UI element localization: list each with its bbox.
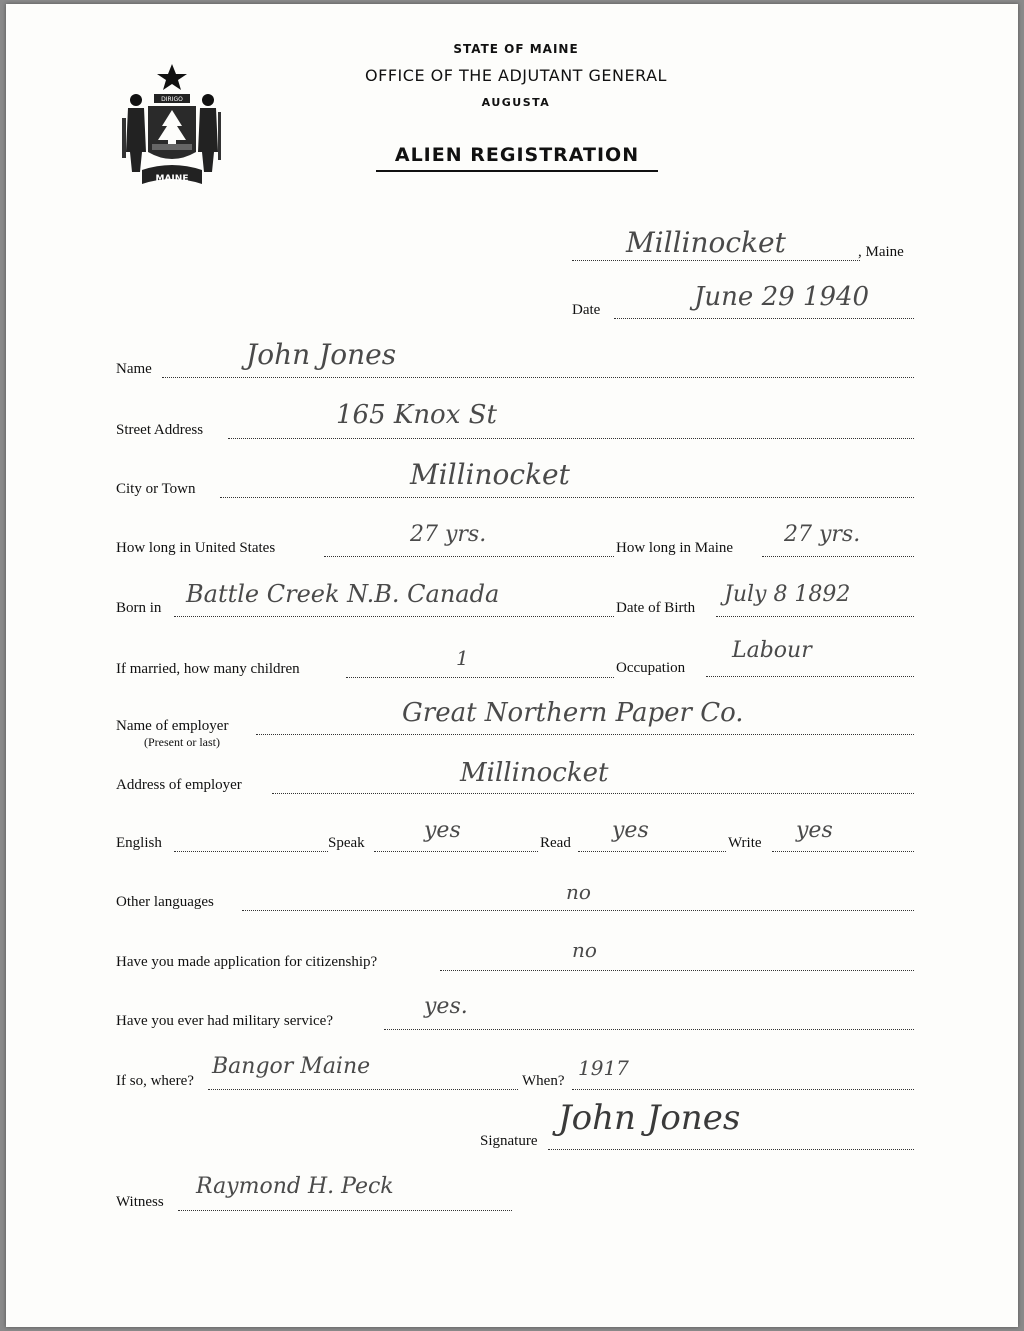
citizenship-value: no [572,938,597,962]
speak-value: yes [424,818,461,843]
city-or-town-value: Millinocket [410,458,570,491]
employer-address-label: Address of employer [116,777,242,793]
other-languages-label: Other languages [116,894,214,910]
where-value: Bangor Maine [212,1054,371,1079]
citizenship-label: Have you made application for citizenship? [116,954,378,970]
military-dotted-line [384,1029,914,1030]
english-label: English [116,835,162,851]
street-address-label: Street Address [116,422,204,438]
employer-address-dotted-line [272,793,914,794]
name-label: Name [116,361,152,377]
city-or-town-label: City or Town [116,481,196,497]
born-in-value: Battle Creek N.B. Canada [186,580,500,608]
date-label: Date [572,302,601,318]
header-city: AUGUSTA [481,96,551,109]
maine-state-seal-icon [118,60,226,188]
english-dotted-line [174,851,328,852]
employer-value: Great Northern Paper Co. [402,698,744,728]
witness-value: Raymond H. Peck [196,1174,394,1199]
seal-label: MAINE [155,174,189,184]
town-value: Millinocket [626,226,786,259]
town-dotted-line [572,260,860,261]
witness-label: Witness [116,1194,164,1210]
date-dotted-line [614,318,914,319]
write-label: Write [728,835,762,851]
how-long-maine-value: 27 yrs. [784,522,861,547]
street-address-dotted-line [228,438,914,439]
how-long-us-label: How long in United States [116,540,276,556]
read-label: Read [540,835,571,851]
witness-dotted-line [178,1210,512,1211]
employer-note: (Present or last) [144,735,220,749]
signature-value: John Jones [558,1098,741,1138]
signature-label: Signature [480,1133,538,1149]
header-state: STATE OF MAINE [453,42,579,56]
date-of-birth-label: Date of Birth [616,600,696,616]
write-dotted-line [772,851,914,852]
when-value: 1917 [578,1056,629,1080]
other-languages-dotted-line [242,910,914,911]
how-long-maine-dotted-line [762,556,914,557]
read-value: yes [612,818,649,843]
speak-dotted-line [374,851,538,852]
how-long-us-value: 27 yrs. [410,522,487,547]
maine-suffix-label: , Maine [858,244,904,260]
speak-label: Speak [328,835,365,851]
military-value: yes. [424,994,468,1019]
street-address-value: 165 Knox St [336,400,497,430]
registration-form [6,4,1018,1327]
other-languages-value: no [566,880,591,904]
date-of-birth-value: July 8 1892 [724,582,851,607]
form-title: ALIEN REGISTRATION [376,144,658,172]
occupation-label: Occupation [616,660,686,676]
name-value: John Jones [246,338,397,371]
employer-address-value: Millinocket [460,758,609,788]
name-dotted-line [162,377,914,378]
when-label: When? [522,1073,565,1089]
employer-dotted-line [256,734,914,735]
read-dotted-line [578,851,726,852]
born-in-dotted-line [174,616,614,617]
military-label: Have you ever had military service? [116,1013,333,1029]
where-label: If so, where? [116,1073,194,1089]
citizenship-dotted-line [440,970,914,971]
signature-dotted-line [548,1149,914,1150]
seal-motto: DIRIGO [161,96,183,103]
children-value: 1 [456,646,469,670]
how-long-us-dotted-line [324,556,614,557]
employer-label: Name of employer [116,718,229,734]
header-office: OFFICE OF THE ADJUTANT GENERAL [365,66,667,85]
how-long-maine-label: How long in Maine [616,540,734,556]
born-in-label: Born in [116,600,162,616]
children-label: If married, how many children [116,661,300,677]
city-or-town-dotted-line [220,497,914,498]
where-dotted-line [208,1089,518,1090]
date-of-birth-dotted-line [716,616,914,617]
occupation-value: Labour [732,638,812,663]
children-dotted-line [346,677,614,678]
write-value: yes [796,818,833,843]
date-value: June 29 1940 [694,282,870,312]
occupation-dotted-line [706,676,914,677]
when-dotted-line [572,1089,914,1090]
